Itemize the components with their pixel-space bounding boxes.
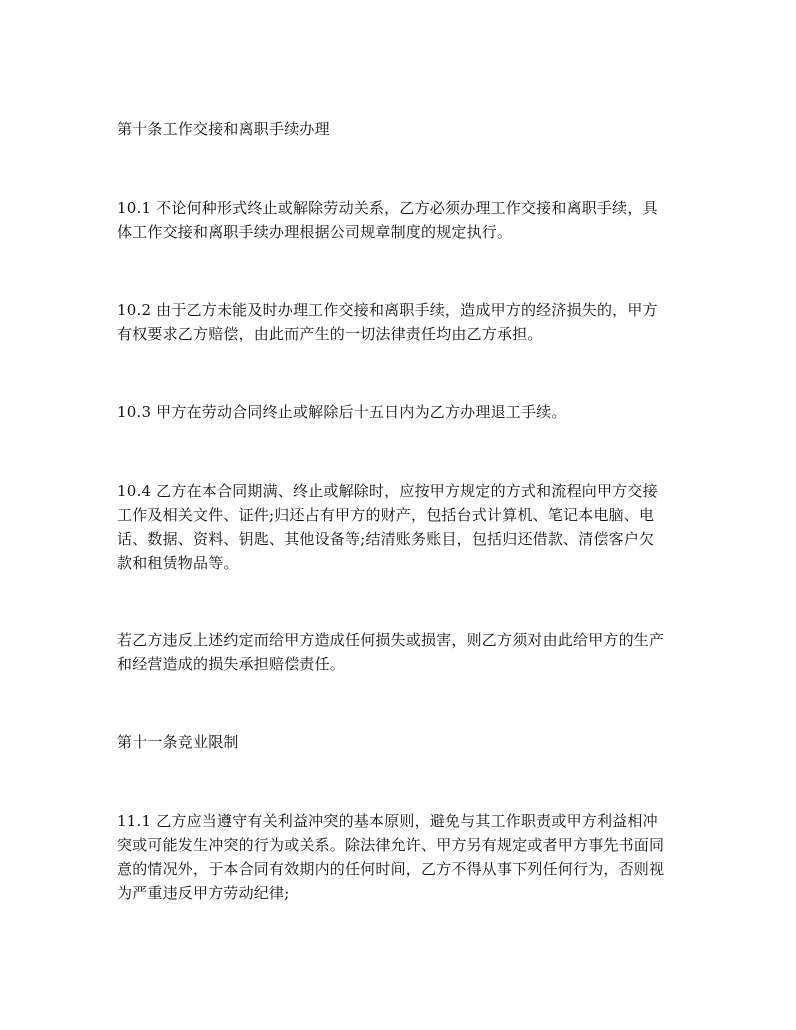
paragraph-line: 意的情况外，于本合同有效期内的任何时间，乙方不得从事下列任何行为，否则视 bbox=[117, 860, 665, 878]
clause-11-1 bbox=[117, 809, 687, 905]
clause-10-2 bbox=[117, 298, 687, 346]
paragraph-line: 10.2 由于乙方未能及时办理工作交接和离职手续，造成甲方的经济损失的，甲方 bbox=[117, 301, 658, 319]
violation-clause bbox=[117, 628, 687, 676]
article-11-heading bbox=[117, 730, 687, 754]
clause-10-4 bbox=[117, 479, 687, 575]
clause-10-3 bbox=[117, 400, 687, 424]
heading-line: 第十条工作交接和离职手续办理 bbox=[117, 120, 330, 138]
paragraph-line: 10.1 不论何种形式终止或解除劳动关系，乙方必须办理工作交接和离职手续，具 bbox=[117, 199, 658, 217]
paragraph-line: 和经营造成的损失承担赔偿责任。 bbox=[117, 655, 346, 673]
paragraph-line: 10.4 乙方在本合同期满、终止或解除时，应按甲方规定的方式和流程向甲方交接 bbox=[117, 482, 658, 500]
paragraph-line: 话、数据、资料、钥匙、其他设备等;结清账务账目，包括归还借款、清偿客户欠 bbox=[117, 530, 655, 548]
paragraph-line: 突或可能发生冲突的行为或关系。除法律允许、甲方另有规定或者甲方事先书面同 bbox=[117, 836, 665, 854]
paragraph-line: 10.3 甲方在劳动合同终止或解除后十五日内为乙方办理退工手续。 bbox=[117, 403, 567, 421]
article-10-heading bbox=[117, 117, 687, 141]
paragraph-line: 11.1 乙方应当遵守有关利益冲突的基本原则，避免与其工作职责或甲方利益相冲 bbox=[117, 812, 658, 830]
paragraph-line: 体工作交接和离职手续办理根据公司规章制度的规定执行。 bbox=[117, 223, 513, 241]
paragraph-line: 若乙方违反上述约定而给甲方造成任何损失或损害，则乙方须对由此给甲方的生产 bbox=[117, 631, 665, 649]
paragraph-line: 款和租赁物品等。 bbox=[117, 554, 239, 572]
paragraph-line: 工作及相关文件、证件;归还占有甲方的财产，包括台式计算机、笔记本电脑、电 bbox=[117, 506, 655, 524]
paragraph-line: 为严重违反甲方劳动纪律; bbox=[117, 884, 290, 902]
clause-10-1 bbox=[117, 196, 687, 244]
paragraph-line: 有权要求乙方赔偿，由此而产生的一切法律责任均由乙方承担。 bbox=[117, 325, 543, 343]
heading-line: 第十一条竞业限制 bbox=[117, 733, 239, 751]
